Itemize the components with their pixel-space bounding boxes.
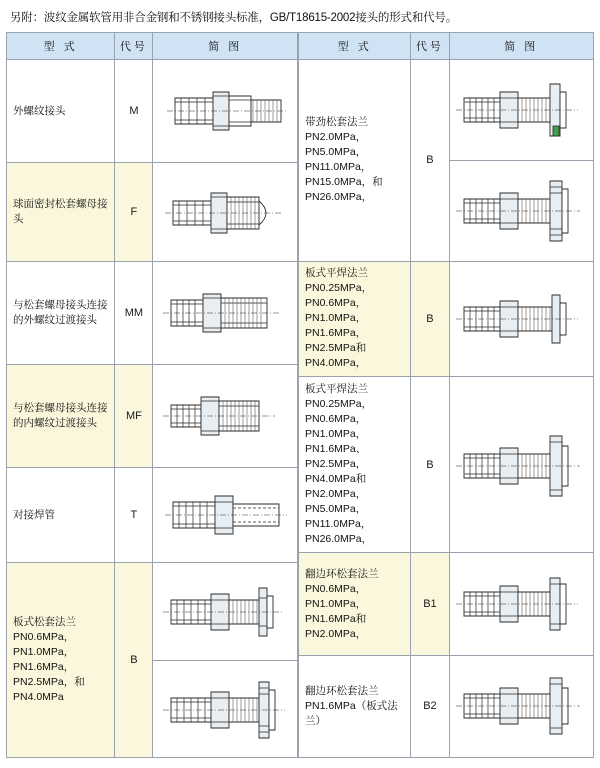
table-row [299, 553, 594, 655]
row-figure-ribbed-loose-flange-a [449, 60, 594, 161]
row-figure-lap-joint-flange-1 [449, 553, 594, 655]
table-row [7, 163, 298, 262]
row-code: B [411, 261, 449, 376]
row-figure-plate-slip-on-flange-2 [449, 377, 594, 553]
row-code: MM [115, 262, 153, 365]
row-figure-plate-loose-flange-b [153, 660, 298, 758]
left-table-header-row [7, 33, 298, 60]
row-figure-butt-weld-pipe [153, 468, 298, 563]
table-row [7, 365, 298, 468]
row-code: F [115, 163, 153, 262]
row-code: B [411, 377, 449, 553]
row-type: 翻边环松套法兰 PN1.6MPa（板式法兰） [299, 655, 411, 757]
row-type: 球面密封松套螺母接头 [7, 163, 115, 262]
page-title: 另附：波纹金属软管用非合金钢和不锈钢接头标准，GB/T18615-2002接头的形式和代号。 [10, 12, 458, 24]
right-header-type: 型 式 [299, 33, 411, 60]
table-row [7, 468, 298, 563]
table-row [7, 563, 298, 661]
left-header-type: 型 式 [7, 33, 115, 60]
row-code: MF [115, 365, 153, 468]
right-table-header-row [299, 33, 594, 60]
row-figure-plate-slip-on-flange-1 [449, 261, 594, 376]
row-code: B [411, 60, 449, 262]
row-figure-spherical-seal-union-nut-joint [153, 163, 298, 262]
table-row [7, 60, 298, 163]
row-code: T [115, 468, 153, 563]
row-type: 与松套螺母接头连接的内螺纹过渡接头 [7, 365, 115, 468]
left-header-code: 代号 [115, 33, 153, 60]
row-figure-ribbed-loose-flange-b [449, 160, 594, 261]
row-type: 带劲松套法兰 PN2.0MPa，PN5.0MPa，PN11.0MPa，PN15.0MPa，和PN26.0MPa， [299, 60, 411, 262]
row-type: 对接焊管 [7, 468, 115, 563]
left-table [6, 32, 298, 758]
row-figure-male-thread-joint [153, 60, 298, 163]
row-figure-male-thread-transition-joint [153, 262, 298, 365]
table-row [299, 377, 594, 553]
row-type: 板式松套法兰 PN0.6MPa，PN1.0MPa，PN1.6MPa，PN2.5MPa，和PN4.0MPa [7, 563, 115, 758]
row-type: 板式平焊法兰 PN0.25MPa，PN0.6MPa，PN1.0MPa，PN1.6MPa、PN2.5MPa，PN4.0MPa和PN2.0MPa，PN5.0MPa，PN11.0MPa，PN26.0MPa， [299, 377, 411, 553]
row-code: B2 [411, 655, 449, 757]
right-table [298, 32, 594, 758]
tables-container [6, 32, 594, 758]
row-code: B1 [411, 553, 449, 655]
row-code: B [115, 563, 153, 758]
table-row [299, 261, 594, 376]
row-figure-lap-joint-flange-2 [449, 655, 594, 757]
row-figure-female-thread-transition-joint [153, 365, 298, 468]
row-code: M [115, 60, 153, 163]
right-header-figure: 简 图 [449, 33, 594, 60]
table-row [299, 60, 594, 161]
right-header-code: 代号 [411, 33, 449, 60]
table-row [299, 655, 594, 757]
row-type: 板式平焊法兰 PN0.25MPa，PN0.6MPa，PN1.0MPa，PN1.6MPa，PN2.5MPa和PN4.0MPa， [299, 261, 411, 376]
row-type: 与松套螺母接头连接的外螺纹过渡接头 [7, 262, 115, 365]
row-type: 翻边环松套法兰 PN0.6MPa，PN1.0MPa，PN1.6MPa和PN2.0MPa， [299, 553, 411, 655]
row-figure-plate-loose-flange-a [153, 563, 298, 661]
left-header-figure: 简 图 [153, 33, 298, 60]
table-row [7, 262, 298, 365]
row-type: 外螺纹接头 [7, 60, 115, 163]
